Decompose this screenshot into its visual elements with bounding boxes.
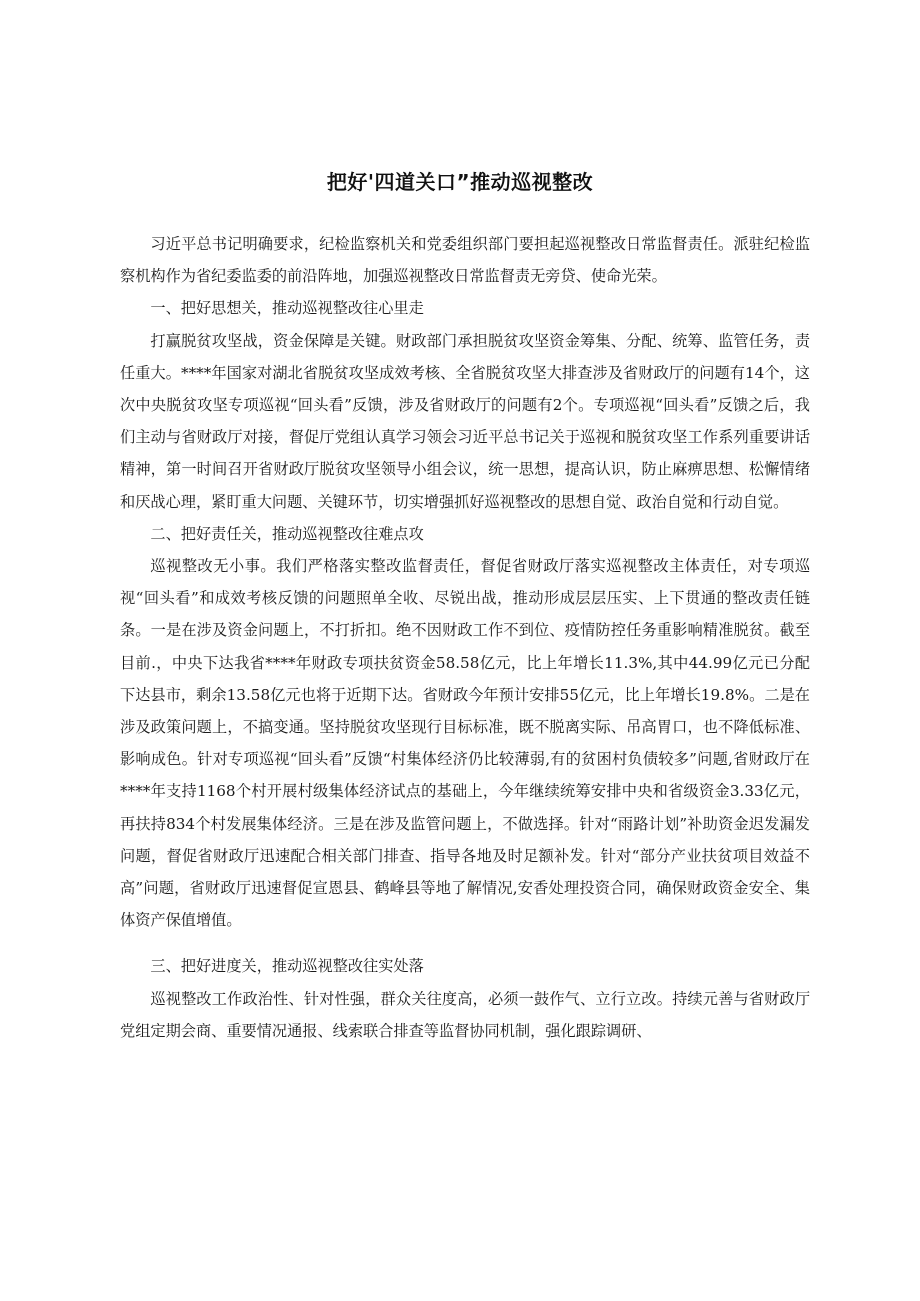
section-heading-2: 二、把好责任关，推动巡视整改往难点攻: [150, 524, 424, 543]
section-heading-1: 一、把好思想关，推动巡视整改往心里走: [150, 299, 424, 318]
document-body: [120, 228, 810, 1047]
page-title: 把好'四道关口”推动巡视整改: [326, 170, 594, 194]
paragraph-section-2: 巡视整改无小事。我们严格落实整改监督责任，督促省财政厅落实巡视整改主体责任，对专项巡视“回头看”和成效考核反馈的问题照单全收、尽锐出战，推动形成层层压实、上下贯通的整改责任链条。一是在涉及资金问题上，不打折扣。绝不因财政工作不到位、疫情防控任务重影响精准脱贫。截至目前.，中央下达我省****年财政专项扶贫资金58.58亿元，比上年增长11.3%,其中44.99亿元已分配下达县市，剩余13.58亿元也将于近期下达。省财政今年预计安排55亿元，比上年增长19.8%。二是在涉及政策问题上，不搞变通。坚持脱贫攻坚现行目标标准，既不脱离实际、吊高胃口，也不降低标准、影响成色。针对专项巡视“回头看”反馈“村集体经济仍比较薄弱,有的贫困村负债较多”问题,省财政厅在****年支持1168个村开展村级集体经济试点的基础上，今年继续统筹安排中央和省级资金3.33亿元，再扶持834个村发展集体经济。三是在涉及监管问题上，不做选择。针对“雨路计划”补助资金迟发漏发问题，督促省财政厅迅速配合相关部门排查、指导各地及时足额补发。针对“部分产业扶贫项目效益不高”问题，省财政厅迅速督促宣恩县、鹤峰县等地了解情况,安香处理投资合同，确保财政资金安全、集体资产保值增值。: [120, 557, 810, 930]
paragraph-section-3: 巡视整改工作政治性、针对性强，群众关往度高，必须一鼓作气、立行立改。持续元善与省财政厅党组定期会商、重要情况通报、线索联合排查等监督协同机制，强化跟踪调研、: [120, 989, 810, 1040]
paragraph-section-1: 打赢脱贫攻坚战，资金保障是关键。财政部门承担脱贫攻坚资金筹集、分配、统筹、监管任务，责任重大。****年国家对湖北省脱贫攻坚成效考核、全省脱贫攻坚大排查涉及省财政厅的问题有14个，这次中央脱贫攻坚专项巡视“回头看”反馈，涉及省财政厅的问题有2个。专项巡视“回头看”反馈之后，我们主动与省财政厅对接，督促厅党组认真学习领会习近平总书记关于巡视和脱贫攻坚工作系列重要讲话精神，第一时间召开省财政厅脱贫攻坚领导小组会议，统一思想，提高认识，防止麻痹思想、松懈情绪和厌战心理，紧盯重大问题、关键环节，切实增强抓好巡视整改的思想自觉、政治自觉和行动自觉。: [120, 331, 810, 511]
section-heading-3: 三、把好进度关，推动巡视整改往实处落: [150, 957, 424, 976]
paragraph-intro: 习近平总书记明确要求，纪检监察机关和党委组织部门要担起巡视整改日常监督责任。派驻纪检监察机构作为省纪委监委的前沿阵地，加强巡视整改日常监督责无旁贷、使命光荣。: [120, 235, 810, 286]
